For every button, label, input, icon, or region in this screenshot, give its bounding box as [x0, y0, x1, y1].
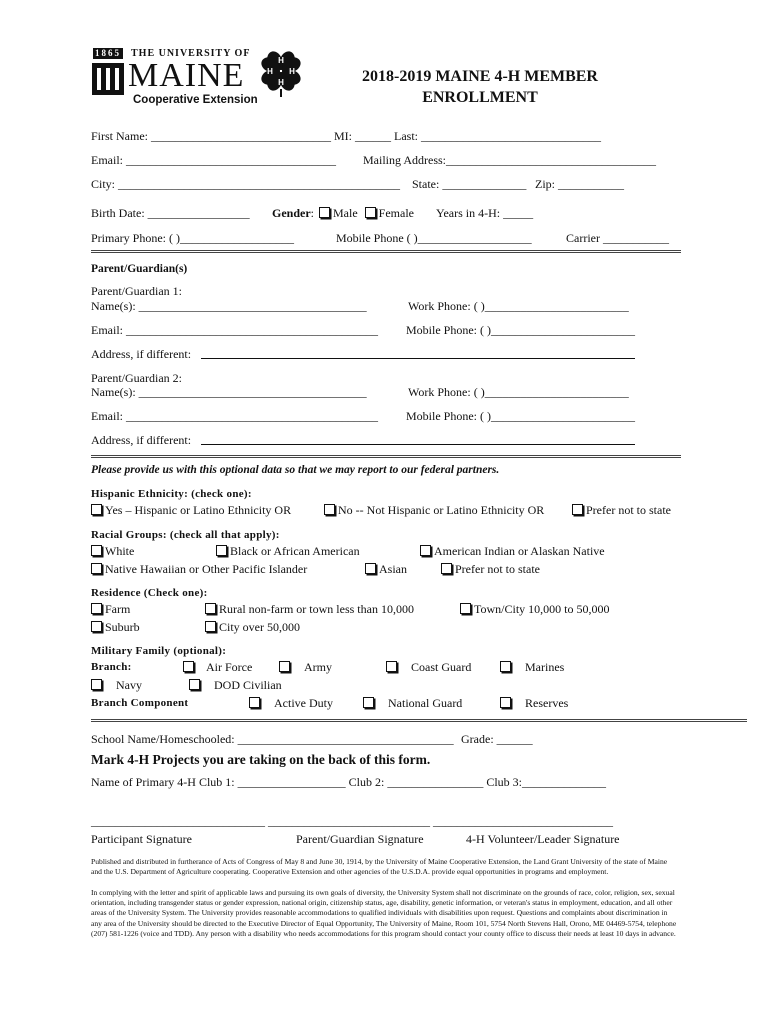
race-asian-option[interactable]: [365, 562, 407, 576]
female-label: Female: [378, 206, 414, 220]
logo-year: 1865: [95, 48, 121, 58]
branch-coast-guard-option[interactable]: [386, 660, 471, 674]
option-label: Air Force: [206, 660, 253, 674]
option-label: National Guard: [388, 696, 463, 710]
parent2-email-field[interactable]: Email: __________________________________________: [91, 409, 378, 423]
option-label: Reserves: [525, 696, 569, 710]
parent2-address-label: Address, if different:: [91, 433, 192, 447]
logo-maine-text: MAINE: [128, 57, 245, 94]
race-white-option[interactable]: [91, 544, 134, 558]
carrier-field[interactable]: Carrier ___________: [566, 231, 669, 245]
state-field[interactable]: State: ______________: [412, 177, 527, 191]
school-name-field[interactable]: School Name/Homeschooled: ____________________________________: [91, 732, 454, 746]
clover-letter: H: [278, 56, 284, 65]
checkbox[interactable]: [500, 697, 511, 708]
city-field[interactable]: City: _______________________________________________: [91, 177, 401, 191]
option-label: Suburb: [105, 620, 140, 634]
parent2-work-phone-field[interactable]: Work Phone: ( )________________________: [408, 385, 629, 399]
option-label: Coast Guard: [411, 660, 472, 674]
mobile-phone-field[interactable]: Mobile Phone ( )___________________: [336, 231, 532, 245]
checkbox[interactable]: [91, 545, 102, 556]
checkbox[interactable]: [500, 661, 511, 672]
parent2-label: Parent/Guardian 2:: [91, 371, 182, 385]
primary-phone-field[interactable]: Primary Phone: ( )___________________: [91, 231, 294, 245]
clover-letter: H: [289, 67, 295, 76]
residence-heading: Residence (Check one):: [91, 587, 208, 599]
residence-farm-option[interactable]: [91, 602, 130, 616]
checkbox[interactable]: [279, 661, 290, 672]
parent2-names-field[interactable]: Name(s): ______________________________________: [91, 385, 367, 399]
checkbox[interactable]: [216, 545, 227, 556]
parent1-work-phone-field[interactable]: Work Phone: ( )________________________: [408, 299, 629, 313]
female-checkbox[interactable]: [365, 207, 376, 218]
form-title-line2: ENROLLMENT: [422, 89, 538, 106]
clover-letter: H: [278, 78, 284, 87]
component-reserves-option[interactable]: [500, 696, 568, 710]
logo-coop-text: Cooperative Extension: [133, 94, 258, 106]
branch-air-force-option[interactable]: [183, 660, 252, 674]
leader-signature-label: 4-H Volunteer/Leader Signature: [466, 832, 620, 846]
hispanic-yes-option[interactable]: [91, 503, 291, 517]
pillar-icon: [91, 62, 125, 96]
option-label: Black or African American: [230, 544, 360, 558]
checkbox[interactable]: [183, 661, 194, 672]
participant-signature-label: Participant Signature: [91, 832, 192, 846]
fine-print-publication: Published and distributed in furtherance of Acts of Congress of May 8 and June 30, 1914, by the University of Maine Cooperative Extension, the Land Grant University of the state of Maine and the U.S. Department of Agriculture cooperating. Cooperative Extension and other agencies of the U.S.D.A. provide equal opportunities in programs and employment.: [91, 857, 668, 877]
checkbox[interactable]: [572, 504, 583, 515]
zip-field[interactable]: Zip: ___________: [535, 177, 624, 191]
checkbox[interactable]: [363, 697, 374, 708]
option-label: Army: [304, 660, 332, 674]
branch-marines-option[interactable]: [500, 660, 564, 674]
option-label: Native Hawaiian or Other Pacific Islander: [105, 562, 308, 576]
checkbox[interactable]: [91, 679, 102, 690]
component-active-option[interactable]: [249, 696, 333, 710]
male-label: Male: [333, 206, 358, 220]
gender-label: Gender: [272, 206, 311, 220]
race-black-option[interactable]: [216, 544, 360, 558]
male-checkbox[interactable]: [319, 207, 330, 218]
projects-heading: Mark 4-H Projects you are taking on the back of this form.: [91, 752, 431, 767]
checkbox[interactable]: [205, 603, 216, 614]
option-label: City over 50,000: [219, 620, 300, 634]
option-label: American Indian or Alaskan Native: [434, 544, 605, 558]
checkbox[interactable]: [324, 504, 335, 515]
component-label: Branch Component: [91, 697, 189, 709]
form-title: [330, 66, 630, 108]
checkbox[interactable]: [91, 603, 102, 614]
parent1-address-field[interactable]: [201, 358, 635, 359]
checkbox[interactable]: [91, 621, 102, 632]
signature-lines[interactable]: _____________________________ ___________________________ ______________________________: [91, 814, 613, 828]
parent1-label: Parent/Guardian 1:: [91, 284, 182, 298]
parent-signature-label: Parent/Guardian Signature: [296, 832, 424, 846]
checkbox[interactable]: [91, 563, 102, 574]
residence-rural-option[interactable]: [205, 602, 414, 616]
branch-label: Branch:: [91, 661, 132, 673]
email-field[interactable]: Email: ___________________________________: [91, 153, 336, 167]
parent1-names-field[interactable]: Name(s): ______________________________________: [91, 299, 367, 313]
optional-data-note: Please provide us with this optional data so that we may report to our federal partners.: [91, 464, 500, 476]
fine-print-nondiscrimination: In complying with the letter and spirit of applicable laws and pursuing its own goals of diversity, the University System shall not discriminate on the grounds of race, color, religion, sex, sexual orientation, including transgender status or gender expression, national origin, citizenship status, age, disability, genetic information, or veteran's status in employment, education, and all other areas of the University System. The University provides reasonable accommodations to qualified individuals with disabilities upon request. Questions and complaints about discrimination in any area of the University should be directed to the Executive Director of Equal Opportunity, The University of Maine, Room 101, 5754 North Stevens Hall, Orono, ME 04469-5754, telephone (207) 581-1226 (voice and TDD). Any person with a disability who needs accommodations for this program should contact your county office to discuss their needs at least 10 days in advance.: [91, 888, 677, 938]
option-label: White: [105, 544, 135, 558]
hispanic-prefer-option[interactable]: [572, 503, 671, 517]
clover-letter: H: [267, 67, 273, 76]
club-names-field[interactable]: Name of Primary 4-H Club 1: __________________ Club 2: ________________ Club 3:______________: [91, 775, 606, 789]
race-american-indian-option[interactable]: [420, 544, 605, 558]
gender-colon: :: [310, 206, 315, 220]
military-heading: Military Family (optional):: [91, 645, 227, 657]
parent1-address-label: Address, if different:: [91, 347, 192, 361]
option-label: No -- Not Hispanic or Latino Ethnicity OR: [338, 503, 545, 517]
hispanic-heading: Hispanic Ethnicity: (check one):: [91, 488, 252, 500]
residence-town-option[interactable]: [460, 602, 610, 616]
racial-heading: Racial Groups: (check all that apply):: [91, 529, 280, 541]
checkbox[interactable]: [420, 545, 431, 556]
parent1-email-field[interactable]: Email: __________________________________________: [91, 323, 378, 337]
option-label: DOD Civilian: [214, 678, 282, 692]
race-prefer-option[interactable]: [441, 562, 540, 576]
name-row[interactable]: First Name: ______________________________ MI: ______ Last: ______________________________: [91, 129, 601, 143]
residence-suburb-option[interactable]: [91, 620, 140, 634]
option-label: Navy: [116, 678, 142, 692]
logo-university-text: THE UNIVERSITY OF: [131, 48, 251, 59]
form-title-line1: 2018-2019 MAINE 4-H MEMBER: [362, 68, 598, 85]
option-label: Active Duty: [274, 696, 333, 710]
branch-army-option[interactable]: [279, 660, 332, 674]
grade-field[interactable]: Grade: ______: [461, 732, 533, 746]
branch-navy-option[interactable]: [91, 678, 142, 692]
option-label: Prefer not to state: [586, 503, 671, 517]
component-national-guard-option[interactable]: [363, 696, 462, 710]
birth-date-field[interactable]: Birth Date: _________________: [91, 206, 250, 220]
years-in-4h-field[interactable]: Years in 4-H: _____: [436, 206, 534, 220]
option-label: Farm: [105, 602, 131, 616]
divider: [91, 719, 747, 722]
option-label: Town/City 10,000 to 50,000: [474, 602, 610, 616]
checkbox[interactable]: [249, 697, 260, 708]
checkbox[interactable]: [91, 504, 102, 515]
parent2-mobile-phone-field[interactable]: Mobile Phone: ( )________________________: [406, 409, 635, 423]
divider: [91, 250, 681, 253]
parent2-address-field[interactable]: [201, 444, 635, 445]
option-label: Asian: [379, 562, 407, 576]
hispanic-no-option[interactable]: [324, 503, 544, 517]
checkbox[interactable]: [386, 661, 397, 672]
option-label: Rural non-farm or town less than 10,000: [219, 602, 414, 616]
branch-dod-option[interactable]: [189, 678, 282, 692]
checkbox[interactable]: [365, 563, 376, 574]
option-label: Marines: [525, 660, 565, 674]
residence-city-option[interactable]: [205, 620, 300, 634]
mailing-address-field[interactable]: Mailing Address:___________________________________: [363, 153, 656, 167]
checkbox[interactable]: [460, 603, 471, 614]
parent1-mobile-phone-field[interactable]: Mobile Phone: ( )________________________: [406, 323, 635, 337]
divider: [91, 455, 681, 458]
option-label: Yes – Hispanic or Latino Ethnicity OR: [105, 503, 292, 517]
parents-heading: Parent/Guardian(s): [91, 263, 188, 275]
race-hawaiian-option[interactable]: [91, 562, 307, 576]
option-label: Prefer not to state: [455, 562, 540, 576]
gender-group: [272, 206, 414, 220]
checkbox[interactable]: [189, 679, 200, 690]
four-h-clover-icon: [256, 45, 306, 101]
checkbox[interactable]: [441, 563, 452, 574]
checkbox[interactable]: [205, 621, 216, 632]
